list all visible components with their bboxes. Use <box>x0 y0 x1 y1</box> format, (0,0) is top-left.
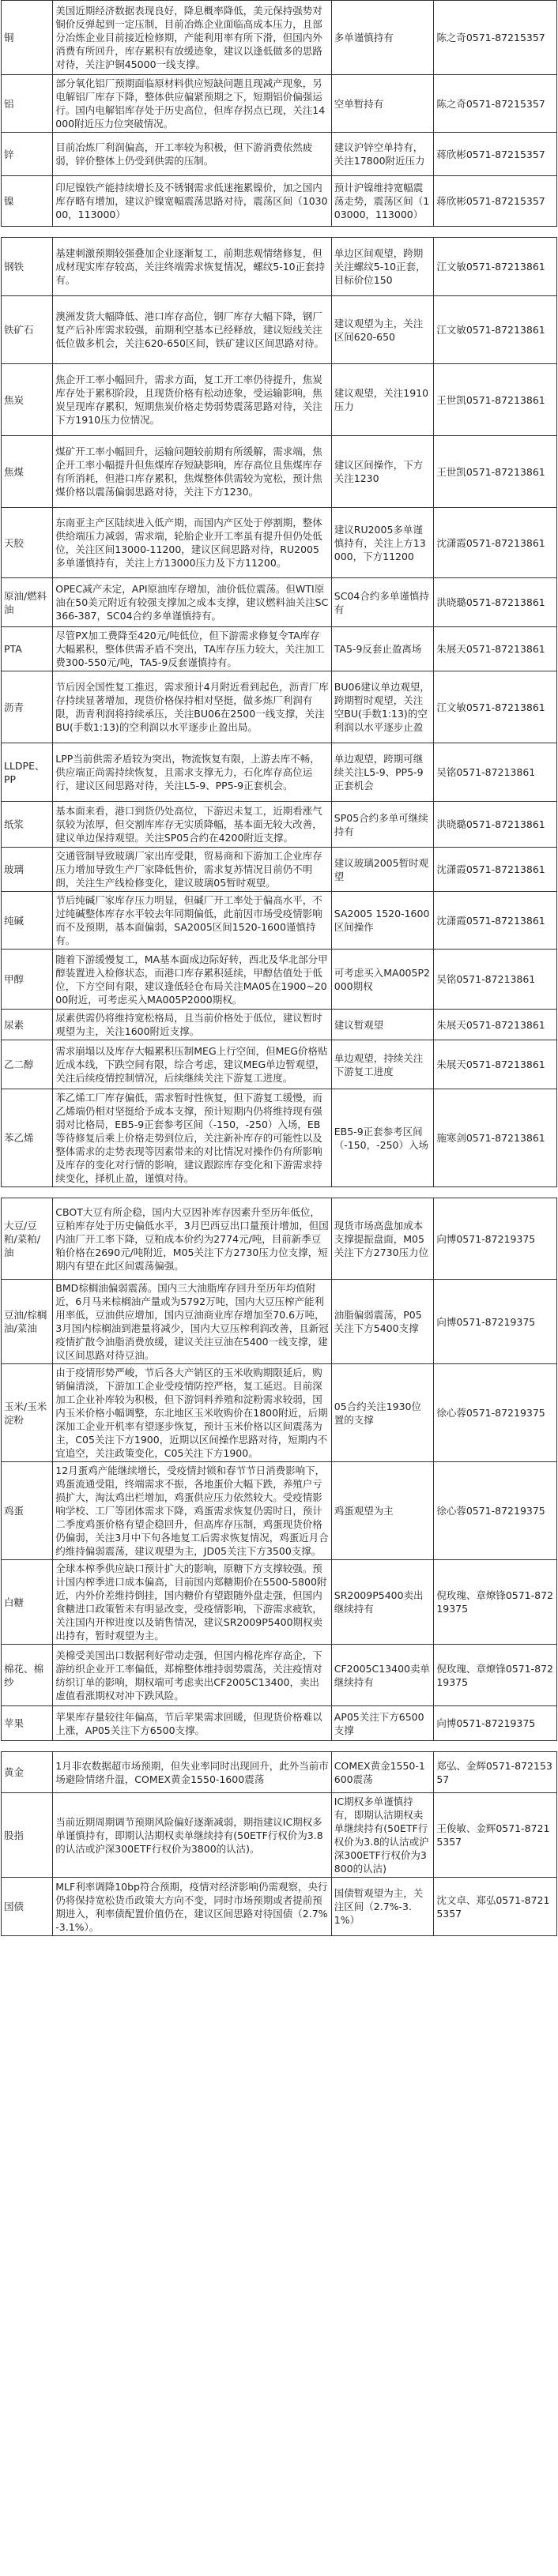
contact-cell: 朱展天0571-87213861 <box>434 1040 557 1089</box>
analysis-cell: 基建刺激预期较强叠加企业逐渐复工，前期悲观情绪修复，但成材现实库存较高，关注终端需求恢复情况，螺纹5-10正套持有。 <box>53 238 332 296</box>
strategy-cell: SR2009P5400卖出继续持有 <box>331 1560 434 1645</box>
contact-cell: 徐心蓉0571-87219375 <box>434 1462 557 1560</box>
commodity-name-cell: 铁矿石 <box>2 296 53 364</box>
analysis-cell: BMD棕榈油偏弱震荡。国内三大油脂库存回升至历年均值附近，6月马来棕榈油产量或为5792万吨，国内大豆压榨产能利用率低，豆油供应增加，国内豆油商业库存增加至70.6万吨，3月国内棕榈油到港量将减少，国内大豆压榨利润改善，且新冠疫情扩散令油脂消费放缓，建议关注豆油在5400一线支撑，建议区间思路对待豆油。 <box>53 1280 332 1364</box>
commodity-name-cell: 股指 <box>2 1793 53 1878</box>
analysis-cell: 由于疫情形势严峻，节后各大产销区的玉米收购期限延后，购销偏清淡，下游加工企业受疫情防控严格，复工延迟。目前深加工企业补库较为积极，但下游饲料养殖和淀粉需求较弱，国内玉米价格小幅调整，东北地区玉米收购价在1800附近，后期深加工企业开机率有望逐步恢复，预计玉米价格以区间震荡为主，C05关注下方1900，近期以区间操作思路对待，短期内不宜追空，关注政策变化，C05关注下方1900。 <box>53 1364 332 1462</box>
contact-cell: 沈潇霞0571-87213861 <box>434 848 557 892</box>
strategy-cell: 建议观望，关注1910压力 <box>331 364 434 436</box>
contact-cell: 朱展天0571-87213861 <box>434 627 557 671</box>
strategy-cell: IC期权多单谨慎持有，即期认沽期权卖单继续持有(50ETF行权价为3.8的认沽或沪深300ETF行权价为3800的认沽) <box>331 1793 434 1878</box>
contact-cell: 江文敏0571-87213861 <box>434 238 557 296</box>
commodity-name-cell: 国债 <box>2 1878 53 1936</box>
table-row <box>2 1280 557 1364</box>
analysis-cell: MLF利率调降10bp符合预期，疫情对经济影响仍需观察，央行仍将保持宽松货币政策大方向不变，同时市场预期或者提前预期进入，利率债配置价值仍在，建议区间思路对待国债（2.7%-3.1%）。 <box>53 1878 332 1936</box>
commodity-name-cell: 原油/燃料油 <box>2 578 53 627</box>
strategy-cell: 单边区间观望，跨期关注螺纹5-10正套，目标价位150 <box>331 238 434 296</box>
commodity-name-cell: 天胶 <box>2 508 53 578</box>
analysis-cell: 12月蛋鸡产能继续增长，受疫情封锁和春节节日消费影响下，鸡蛋流通受阻，终端需求不振，各地蛋价大幅下跌，养殖户亏损扩大，淘汰鸡出栏增加，鸡蛋供应压力依然较大。受疫情影响学校、工厂等团体需求下降，鸡蛋需求恢复仍需时日，预计二季度鸡蛋价格有望企稳回升，但高库存压制，鸡蛋现货价格仍偏弱，关注3月中下旬各地复工后需求恢复情况，鸡蛋近月合约维持偏弱震荡，建议观望为主，JD05关注下方3500支撑。 <box>53 1462 332 1560</box>
contact-cell: 吴铭0571-87213861 <box>434 950 557 1010</box>
commodity-name-cell: 大豆/豆粕/菜粕/油 <box>2 1198 53 1280</box>
commodity-name-cell: 钢铁 <box>2 238 53 296</box>
table-row <box>2 627 557 671</box>
analysis-cell: 东南亚主产区陆续进入低产期，而国内产区处于停割期，整体供给端压力减弱，需求端，轮胎企业开工率虽有提升但仍处低位，关注区间13000-11200，建议区间思路对待，RU2005多单谨慎持有，关注上方13000压力及下方11200。 <box>53 508 332 578</box>
contact-cell: 王世凯0571-87213861 <box>434 364 557 436</box>
commodity-name-cell: 铝 <box>2 75 53 133</box>
section-gap-cell <box>2 1741 557 1752</box>
strategy-cell: 国债暂观望为主，关注区间（2.7%-3.1%） <box>331 1878 434 1936</box>
strategy-cell: SC04合约多单谨慎持有 <box>331 578 434 627</box>
analysis-cell: 美国近期经济数据表现良好，降息概率降低，美元保持强势对铜价反弹起到一定压制，目前冶炼企业面临高成本压力，且部分冶炼企业目前接近检修期，产能利用率有所下滑，但国内外消费有所回升，库存累积有放缓迹象，建议以逢低做多的思路对待，关注沪铜45000一线支撑。 <box>53 1 332 75</box>
contact-cell: 陈之奇0571-87215357 <box>434 75 557 133</box>
strategy-cell: 可考虑买入MA005P2000期权 <box>331 950 434 1010</box>
commodity-name-cell: 镍 <box>2 176 53 227</box>
table-body <box>2 1 557 1936</box>
analysis-cell: 交通管制导致玻璃厂家出库受限，贸易商和下游加工企业库存压力增加导致生产厂家降低售价，需求复苏情况目前仍不明朗，关注生产线检修变化，建议玻璃05暂时观望。 <box>53 848 332 892</box>
contact-cell: 倪玫瑰、章燎锋0571-87219375 <box>434 1645 557 1706</box>
analysis-cell: 煤矿开工率小幅回升，运输问题较前期有所缓解，需求端，焦企开工率小幅提升但焦煤库存短缺影响，库存高位且焦煤库存有所消耗，但港口库存累积，焦煤整体供需较为宽松，预计焦煤价格以震荡偏弱思路对待，关注下方1230。 <box>53 436 332 508</box>
contact-cell: 蒋欣彬0571-87215357 <box>434 176 557 227</box>
commodity-name-cell: 豆油/棕榈油/菜油 <box>2 1280 53 1364</box>
strategy-cell: 建议区间操作，下方关注1230 <box>331 436 434 508</box>
contact-cell: 郑弘、金辉0571-87215357 <box>434 1752 557 1793</box>
contact-cell: 徐心蓉0571-87219375 <box>434 1364 557 1462</box>
commodity-name-cell: 纸浆 <box>2 802 53 848</box>
section-gap-cell <box>2 1187 557 1198</box>
contact-cell: 蒋欣彬0571-87215357 <box>434 133 557 176</box>
contact-cell: 洪晓璐0571-87213861 <box>434 578 557 627</box>
strategy-cell: 建议观望为主，关注区间620-650 <box>331 296 434 364</box>
strategy-cell: 现货市场高盘加成本支撑提振盘面，M05关注下方2730压力位 <box>331 1198 434 1280</box>
table-row <box>2 1752 557 1793</box>
contact-cell: 洪晓璐0571-87213861 <box>434 802 557 848</box>
strategy-cell: 鸡蛋观望为主 <box>331 1462 434 1560</box>
strategy-cell: AP05关注下方6500支撑 <box>331 1706 434 1741</box>
commodity-name-cell: 黄金 <box>2 1752 53 1793</box>
strategy-cell: 单边观望，跨期可继续关注L5-9、PP5-9正套机会 <box>331 743 434 802</box>
table-row <box>2 296 557 364</box>
strategy-cell: SA2005 1520-1600区间操作 <box>331 892 434 950</box>
analysis-cell: 焦企开工率小幅回升，需求方面，复工开工率仍待提升，焦炭库存处于累积阶段，且现货价格有松动迹象，受运输影响，焦炭呈现库存累积，短期焦炭价格走势弱势震荡思路对待，关注下方1910压力位情况。 <box>53 364 332 436</box>
table-row <box>2 578 557 627</box>
table-row <box>2 75 557 133</box>
contact-cell: 沈文卓、郑弘0571-87215357 <box>434 1878 557 1936</box>
commodity-name-cell: 甲醇 <box>2 950 53 1010</box>
table-row <box>2 1040 557 1089</box>
table-row <box>2 1089 557 1187</box>
table-row <box>2 1010 557 1040</box>
commodity-name-cell: PTA <box>2 627 53 671</box>
analysis-cell: 随着下游缓慢复工，MA基本面成边际好转，西北及华北部分甲醇装置进入检修状态，而港口库存累积延续，甲醇估值处于低位，下方空间有限，建议逢低轻仓布局关注MA05在1900~2000附近，可考虑买入MA005P2000期权。 <box>53 950 332 1010</box>
table-row <box>2 802 557 848</box>
table-row <box>2 1462 557 1560</box>
analysis-cell: 尿素供需仍将维持宽松格局，且当前价格处于低位，建议暂时观望为主，关注1600附近支撑。 <box>53 1010 332 1040</box>
analysis-cell: 苹果库存量较往年偏高，节后苹果需求回暖，但现货价格难以上涨，AP05关注下方6500支撑。 <box>53 1706 332 1741</box>
analysis-cell: 当前近期周期调节预期风险偏好逐渐减弱，期指建议IC期权多单谨慎持有，即期认沽期权卖单继续持有(50ETF行权价为3.8的认沽或沪深300ETF行权价为3800的认沽)。 <box>53 1793 332 1878</box>
commodity-name-cell: 玻璃 <box>2 848 53 892</box>
analysis-cell: 1月非农数据超市场预期，但失业率同时出现回升，此外当前市场避险情绪升温，COMEX黄金1550-1600震荡 <box>53 1752 332 1793</box>
section-gap <box>2 1741 557 1752</box>
contact-cell: 向博0571-87219375 <box>434 1198 557 1280</box>
table-row <box>2 508 557 578</box>
strategy-cell: 油脂偏弱震荡，P05关注下方5400支撑 <box>331 1280 434 1364</box>
contact-cell: 沈潇霞0571-87213861 <box>434 508 557 578</box>
analysis-cell: 澳洲发货大幅降低、港口库存高位，钢厂库存大幅下降，钢厂复产后补库需求较强，前期利空基本已经释放，建议短线关注低位做多机会，关注620-650区间，铁矿建议区间思路对待。 <box>53 296 332 364</box>
table-row <box>2 1706 557 1741</box>
strategy-cell: 建议玻璃2005暂时观望 <box>331 848 434 892</box>
contact-cell: 王俊敏、金辉0571-87215357 <box>434 1793 557 1878</box>
contact-cell: 吴铭0571-87213861 <box>434 743 557 802</box>
table-row <box>2 238 557 296</box>
commodity-name-cell: 焦炭 <box>2 364 53 436</box>
strategy-cell: TA5-9反套止盈离场 <box>331 627 434 671</box>
contact-cell: 江文敏0571-87213861 <box>434 671 557 743</box>
commodity-name-cell: 玉米/玉米淀粉 <box>2 1364 53 1462</box>
analysis-cell: 印尼镍铁产能持续增长及不锈钢需求低迷拖累镍价，加之国内库存略有增加，建议沪镍宽幅震荡思路对待，震荡区间（103000，113000） <box>53 176 332 227</box>
analysis-cell: OPEC减产未定，API原油库存增加，油价低位震荡。但WTI原油在50美元附近有较强支撑加之成本支撑，建议燃料油关注SC366-387，SC04合约多单谨慎持有。 <box>53 578 332 627</box>
commodity-name-cell: 苯乙烯 <box>2 1089 53 1187</box>
section-gap <box>2 227 557 238</box>
analysis-cell: 尽管PX加工费降至420元/吨低位，但下游需求修复令TA库存大幅累积，整体供需矛盾不突出，TA库存压力较大，关注加工费300-550元/吨，TA5-9反套谨慎持有。 <box>53 627 332 671</box>
commodity-name-cell: 锌 <box>2 133 53 176</box>
commodity-name-cell: 铜 <box>2 1 53 75</box>
commodity-name-cell: 尿素 <box>2 1010 53 1040</box>
strategy-cell: 建议RU2005多单谨慎持有，关注上方13000，下方11200 <box>331 508 434 578</box>
table-row <box>2 671 557 743</box>
analysis-cell: 需求崩塌以及库存大幅累积压制MEG上行空间，但MEG价格贴近成本线，下跌空间有限，综合考虑，建议MEG单边暂观望，关注后续疫情控制情况，后续继续关注下游复工进度。 <box>53 1040 332 1089</box>
table-row <box>2 743 557 802</box>
contact-cell: 陈之奇0571-87215357 <box>434 1 557 75</box>
commodity-name-cell: LLDPE、PP <box>2 743 53 802</box>
strategy-cell: 建议沪锌空单持有，关注17800附近压力 <box>331 133 434 176</box>
contact-cell: 沈潇霞0571-87213861 <box>434 892 557 950</box>
commodity-name-cell: 沥青 <box>2 671 53 743</box>
table-row <box>2 1364 557 1462</box>
strategy-cell: 空单暂持有 <box>331 75 434 133</box>
strategy-cell: 预计沪镍维持宽幅震荡走势，震荡区间（103000，113000） <box>331 176 434 227</box>
analysis-cell: 目前冶炼厂利润偏高，开工率较为积极，但下游消费依然疲弱，锌价整体上仍受到供需的压制。 <box>53 133 332 176</box>
strategy-cell: 05合约关注1930位置的支撑 <box>331 1364 434 1462</box>
strategy-table <box>1 0 557 1936</box>
analysis-cell: 美棉受美国出口数据利好带动走强，但国内棉花库存高企，下游纺织企业开工率偏低，郑棉整体维持弱势震荡，关注疫情对纺织订单的影响，期权端可考虑卖出CF2005C13400，卖出虚值看涨期权对冲下跌风险。 <box>53 1645 332 1706</box>
commodity-name-cell: 乙二醇 <box>2 1040 53 1089</box>
commodity-name-cell: 纯碱 <box>2 892 53 950</box>
table-row <box>2 1 557 75</box>
commodity-name-cell: 鸡蛋 <box>2 1462 53 1560</box>
table-row <box>2 364 557 436</box>
commodity-name-cell: 焦煤 <box>2 436 53 508</box>
contact-cell: 向博0571-87219375 <box>434 1280 557 1364</box>
table-row <box>2 1560 557 1645</box>
strategy-cell: SP05合约多单可继续持有 <box>331 802 434 848</box>
table-row <box>2 1793 557 1878</box>
strategy-cell: EB5-9正套参考区间（-150，-250）入场 <box>331 1089 434 1187</box>
strategy-cell: 建议暂观望 <box>331 1010 434 1040</box>
strategy-cell: COMEX黄金1550-1600震荡 <box>331 1752 434 1793</box>
section-gap-cell <box>2 227 557 238</box>
table-row <box>2 1645 557 1706</box>
analysis-cell: CBOT大豆有所企稳，国内大豆因补库存因素升至历年低位，豆粕库存处于历史偏低水平，3月巴西豆出口量预计增加，但国内油厂开工率下降，豆粕成本价约为2774元/吨，目前新季豆粕价格在2690元/吨附近，M05关注下方2730压力位支撑，短期内有望在此区间震荡偏强。 <box>53 1198 332 1280</box>
analysis-cell: 全球本榨季供应缺口预计扩大的影响，原糖下方支撑较强。预计国内榨季进口成本偏高，目前国内郑糖期价在5500-5800附近，内外价差维持倒挂，国内糖价有望跟随外盘走强，但国内食糖进口政策暂未有明显改变，受疫情影响，下游需求疲软，关注国内开榨进度以及销售情况，建议SR2009P5400期权卖出持有，暂时观望为主。 <box>53 1560 332 1645</box>
contact-cell: 倪玫瑰、章燎锋0571-87219375 <box>434 1560 557 1645</box>
table-row <box>2 848 557 892</box>
table-row <box>2 1878 557 1936</box>
strategy-cell: BU06建议单边观望，跨期暂时观望，关注空BU(手数1:13)的空利润以水平逐步止盈 <box>331 671 434 743</box>
strategy-cell: 单边观望，持续关注下游复工进度 <box>331 1040 434 1089</box>
analysis-cell: 节后纯碱厂家库存压力明显，但碱厂开工率处于偏高水平，不过纯碱整体库存水平较去年同期偏低，此前因市场受疫情影响而不及预期，基本面偏弱，SA2005区间1520-1600谨慎持有。 <box>53 892 332 950</box>
contact-cell: 朱展天0571-87213861 <box>434 1010 557 1040</box>
commodity-name-cell: 苹果 <box>2 1706 53 1741</box>
analysis-cell: 部分氧化铝厂预期面临原材料供应短缺问题且现减产现象，另电解铝厂库存下降，整体供应偏紧预期之下，短期铝价偏强运行。国内电解铝库存处于历史高位，但库存拐点已现，关注14000附近压力位突破情况。 <box>53 75 332 133</box>
table-row <box>2 133 557 176</box>
analysis-cell: 基本面来看，港口到货仍处高位，下游迟未复工，近期看涨气氛较为浓厚，但交割库库存无实质降幅，基本面无较大改善，建议单边保持观望。关注SP05合约在4200附近支撑。 <box>53 802 332 848</box>
analysis-cell: LPP当前供需矛盾较为突出，物流恢复有限，上游去库不畅，供应端正尚需持续恢复，且需求支撑无力，石化库存高位运行，建议区间思路对待，关注L5-9、PP5-9正套机会。 <box>53 743 332 802</box>
section-gap <box>2 1187 557 1198</box>
strategy-cell: CF2005C13400卖单继续持有 <box>331 1645 434 1706</box>
analysis-cell: 节后因全国性复工推迟，需求预计4月附近看到起色，沥青厂库存持续显著增加，现货价格保持相对坚挺，做多炼厂利润有限，沥青利润将持续承压，关注BU06在2500一线支撑，关注BU(手数1:13)的空利润以水平逐步止盈出局。 <box>53 671 332 743</box>
table-row <box>2 176 557 227</box>
commodity-name-cell: 白糖 <box>2 1560 53 1645</box>
table-row <box>2 436 557 508</box>
analysis-cell: 苯乙烯工厂库存偏低，需求暂时性恢复，但下游复工缓慢，而乙烯端仍相对坚挺给予成本支撑，预计短期内仍将维持现有强弱对比格局，EB5-9正套参考区间（-150，-250）入场，EB等待修复后乘上价格走势到位后，关注新补库存的可能性以及整体需求的走势表现等因素带来的对比情况对操作仍有所影响及库存的变化对行情的影响，建议跟踪库存变化和下游需求持续变化，择机止盈，谨慎对待。 <box>53 1089 332 1187</box>
table-row <box>2 892 557 950</box>
table-row <box>2 950 557 1010</box>
table-row <box>2 1198 557 1280</box>
contact-cell: 施寒剑0571-87213861 <box>434 1089 557 1187</box>
contact-cell: 王世凯0571-87213861 <box>434 436 557 508</box>
contact-cell: 江文敏0571-87213861 <box>434 296 557 364</box>
commodity-name-cell: 棉花、棉纱 <box>2 1645 53 1706</box>
contact-cell: 向博0571-87219375 <box>434 1706 557 1741</box>
strategy-cell: 多单谨慎持有 <box>331 1 434 75</box>
